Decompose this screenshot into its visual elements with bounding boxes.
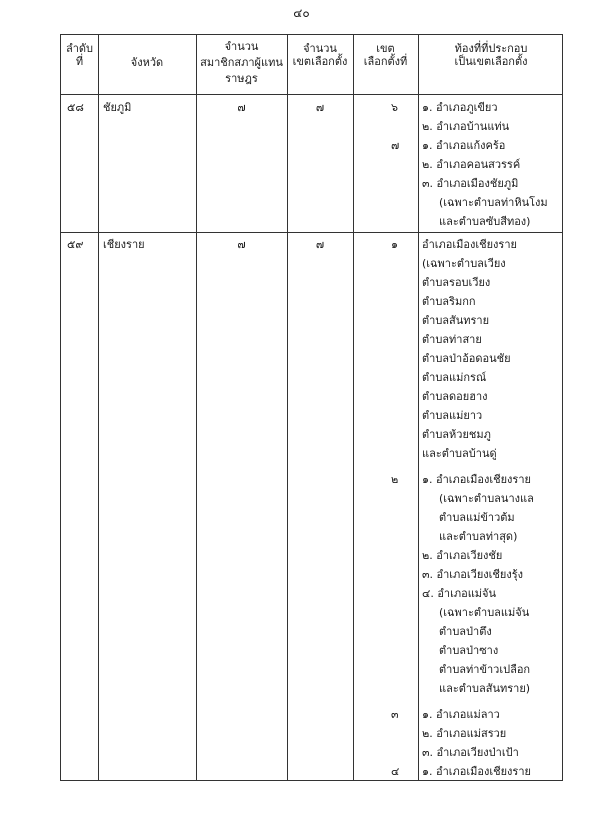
row-province: เชียงราย <box>103 238 145 251</box>
area-line: ตำบลป่าอ้อดอนชัย <box>422 352 511 365</box>
area-line: (เฉพาะตำบลนางแล <box>439 492 534 505</box>
row-divider <box>61 232 562 233</box>
row-province: ชัยภูมิ <box>103 101 132 114</box>
area-line: ๓. อำเภอเวียงเชียงรุ้ง <box>422 568 523 581</box>
area-line: ๓. อำเภอเมืองชัยภูมิ <box>422 177 519 190</box>
area-line: ตำบลสันทราย <box>422 314 490 327</box>
column-divider <box>98 35 99 780</box>
area-line: และตำบลสันทราย) <box>439 682 531 695</box>
area-line: ๑. อำเภอเมืองเชียงราย <box>422 473 531 486</box>
area-line: ๒. อำเภอเวียงชัย <box>422 549 503 562</box>
header-divider <box>61 94 562 95</box>
area-line: ๑. อำเภอภูเขียว <box>422 101 498 114</box>
zone-number: ๔ <box>391 765 400 778</box>
area-line: ๑. อำเภอแก้งคร้อ <box>422 139 506 152</box>
area-line: ๒. อำเภอบ้านแท่น <box>422 120 510 133</box>
area-line: ๑. อำเภอแม่ลาว <box>422 708 500 721</box>
area-line: อำเภอเมืองเชียงราย <box>422 238 517 251</box>
area-line: ๒. อำเภอคอนสวรรค์ <box>422 158 521 171</box>
zone-number: ๗ <box>391 139 400 152</box>
area-line: ตำบลดอยฮาง <box>422 390 488 403</box>
area-line: ตำบลแม่กรณ์ <box>422 371 487 384</box>
area-line: ๔. อำเภอแม่จัน <box>422 587 497 600</box>
row-districts: ๗ <box>315 238 325 251</box>
area-line: ตำบลห้วยชมภู <box>422 428 491 441</box>
area-line: ตำบลท่าสาย <box>422 333 482 346</box>
area-line: ตำบลท่าข้าวเปลือก <box>439 663 531 676</box>
area-line: (เฉพาะตำบลท่าหินโงม <box>439 196 548 209</box>
header-province: จังหวัด <box>130 56 164 69</box>
area-line: และตำบลซับสีทอง) <box>439 215 531 228</box>
row-no: ๕๙ <box>67 238 84 251</box>
area-line: (เฉพาะตำบลแม่จัน <box>439 606 530 619</box>
area-line: ๑. อำเภอเมืองเชียงราย <box>422 765 531 778</box>
zone-number: ๑ <box>391 238 398 251</box>
row-no: ๕๘ <box>67 101 84 114</box>
header-area: ท้องที่ที่ประกอบ เป็นเขตเลือกตั้ง <box>454 42 528 68</box>
column-divider <box>196 35 197 780</box>
column-divider <box>353 35 354 780</box>
header-districts: จำนวน เขตเลือกตั้ง <box>292 42 348 68</box>
row-districts: ๗ <box>315 101 325 114</box>
area-line: ตำบลป่าตึง <box>439 625 492 638</box>
page-number: ๔๐ <box>293 6 310 20</box>
area-line: และตำบลท่าสุด) <box>439 530 518 543</box>
area-line: ตำบลริมกก <box>422 295 476 308</box>
area-line: ตำบลแม่ยาว <box>422 409 483 422</box>
constituency-table <box>60 34 563 781</box>
column-divider <box>418 35 419 780</box>
row-members: ๗ <box>237 101 246 114</box>
zone-number: ๒ <box>391 473 399 486</box>
area-line: ๒. อำเภอแม่สรวย <box>422 727 507 740</box>
header-members: จำนวน สมาชิกสภาผู้แทน ราษฎร <box>200 40 283 85</box>
area-line: ตำบลป่าซาง <box>439 644 499 657</box>
area-line: (เฉพาะตำบลเวียง <box>422 257 506 270</box>
area-line: ๓. อำเภอเวียงป่าเป้า <box>422 746 519 759</box>
header-no: ลำดับ ที่ <box>65 42 94 68</box>
column-divider <box>287 35 288 780</box>
area-line: และตำบลบ้านดู่ <box>422 447 497 460</box>
area-line: ตำบลรอบเวียง <box>422 276 491 289</box>
area-line: ตำบลแม่ข้าวต้ม <box>439 511 515 524</box>
header-zone: เขต เลือกตั้งที่ <box>363 42 408 68</box>
row-members: ๗ <box>237 238 246 251</box>
zone-number: ๓ <box>391 708 399 721</box>
zone-number: ๖ <box>391 101 398 114</box>
